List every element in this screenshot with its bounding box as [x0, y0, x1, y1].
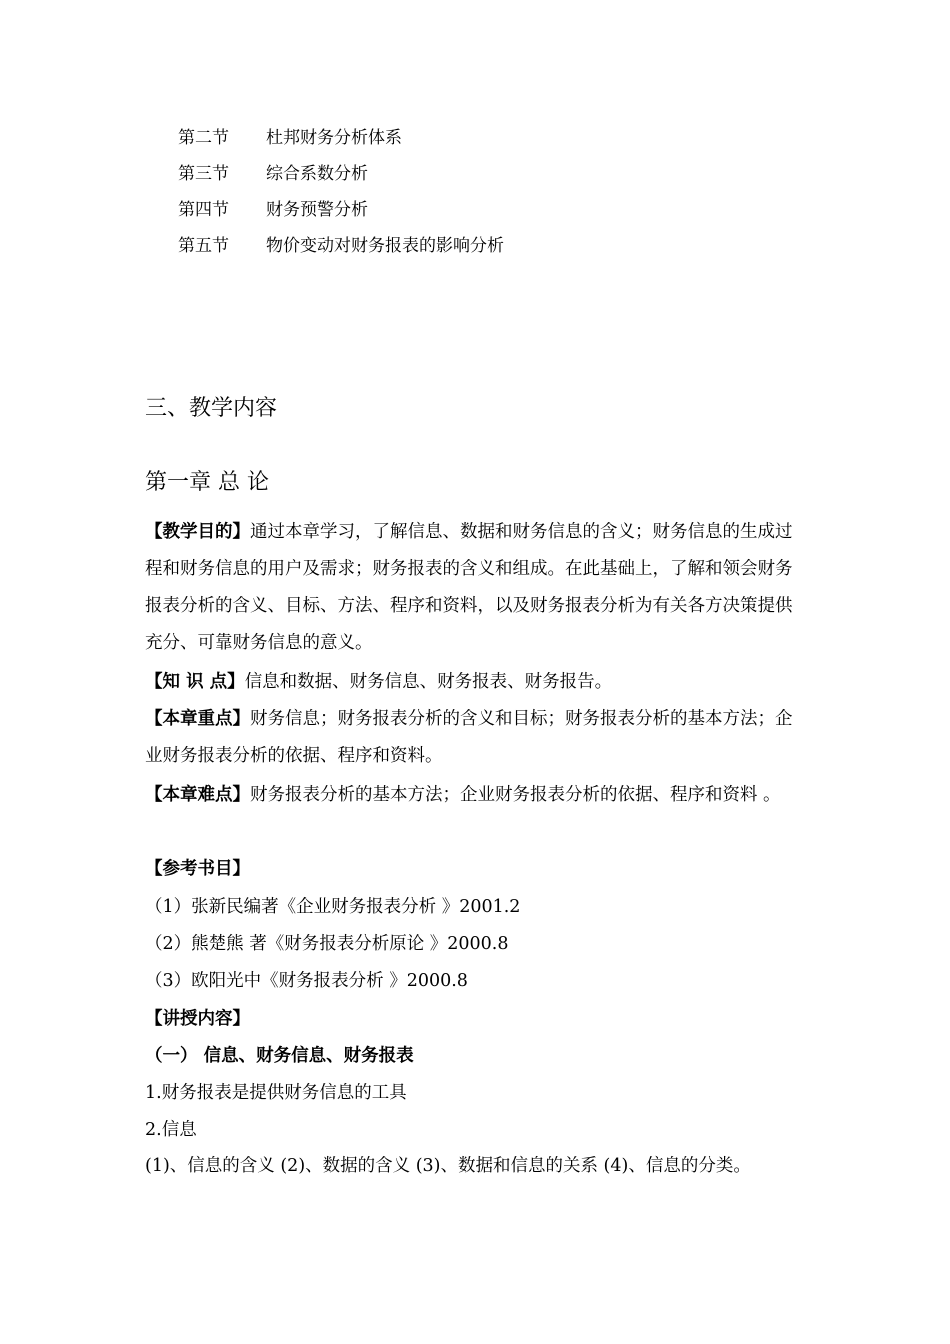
reference-item: （3）欧阳光中《财务报表分析 》2000.8	[145, 971, 468, 991]
toc-item-title: 综合系数分析	[266, 164, 368, 184]
lecture-item: 2.信息	[145, 1120, 197, 1140]
key-points-paragraph	[145, 701, 805, 775]
toc-item-title: 财务预警分析	[266, 200, 368, 220]
toc-item-title: 物价变动对财务报表的影响分析	[266, 236, 504, 256]
lecture-item-paragraph: (1)、信息的含义 (2)、数据的含义 (3)、数据和信息的关系 (4)、信息的分类。	[145, 1156, 751, 1176]
difficulties-label: 【本章难点】	[145, 785, 250, 805]
key-points-text: 财务信息；财务报表分析的含义和目标；财务报表分析的基本方法；企业财务报表分析的依据、程序和资料。	[145, 709, 793, 766]
knowledge-label: 【知 识 点】	[145, 672, 245, 692]
toc-item-number: 第四节	[178, 200, 229, 220]
toc-item	[178, 198, 368, 222]
chapter-heading: 第一章 总 论	[145, 470, 269, 495]
toc-item-number: 第三节	[178, 164, 229, 184]
lecture-label: 【讲授内容】	[145, 1009, 250, 1029]
toc-item	[178, 126, 402, 150]
references-label: 【参考书目】	[145, 859, 250, 879]
objective-label: 【教学目的】	[145, 522, 250, 542]
toc-item-number: 第二节	[178, 128, 229, 148]
difficulties-text: 财务报表分析的基本方法；企业财务报表分析的依据、程序和资料 。	[250, 785, 781, 805]
section-heading: 三、教学内容	[145, 396, 278, 421]
knowledge-text: 信息和数据、财务信息、财务报表、财务报告。	[244, 672, 613, 692]
knowledge-paragraph	[145, 664, 805, 701]
lecture-item: 1.财务报表是提供财务信息的工具	[145, 1083, 407, 1103]
reference-item: （1）张新民编著《企业财务报表分析 》2001.2	[145, 897, 521, 917]
objective-text: 通过本章学习，了解信息、数据和财务信息的含义；财务信息的生成过程和财务信息的用户及需求；财务报表的含义和组成。在此基础上，了解和领会财务报表分析的含义、目标、方法、程序和资料，以及财务报表分析为有关各方决策提供充分、可靠财务信息的意义。	[145, 522, 793, 653]
toc-item-number: 第五节	[178, 236, 229, 256]
objective-paragraph	[145, 514, 805, 662]
key-points-label: 【本章重点】	[145, 709, 250, 729]
toc-item	[178, 162, 368, 186]
toc-item	[178, 234, 504, 258]
toc-item-title: 杜邦财务分析体系	[266, 128, 402, 148]
difficulties-paragraph	[145, 777, 805, 814]
lecture-subheading: （一） 信息、财务信息、财务报表	[145, 1046, 414, 1066]
reference-item: （2）熊楚熊 著《财务报表分析原论 》2000.8	[145, 934, 509, 954]
